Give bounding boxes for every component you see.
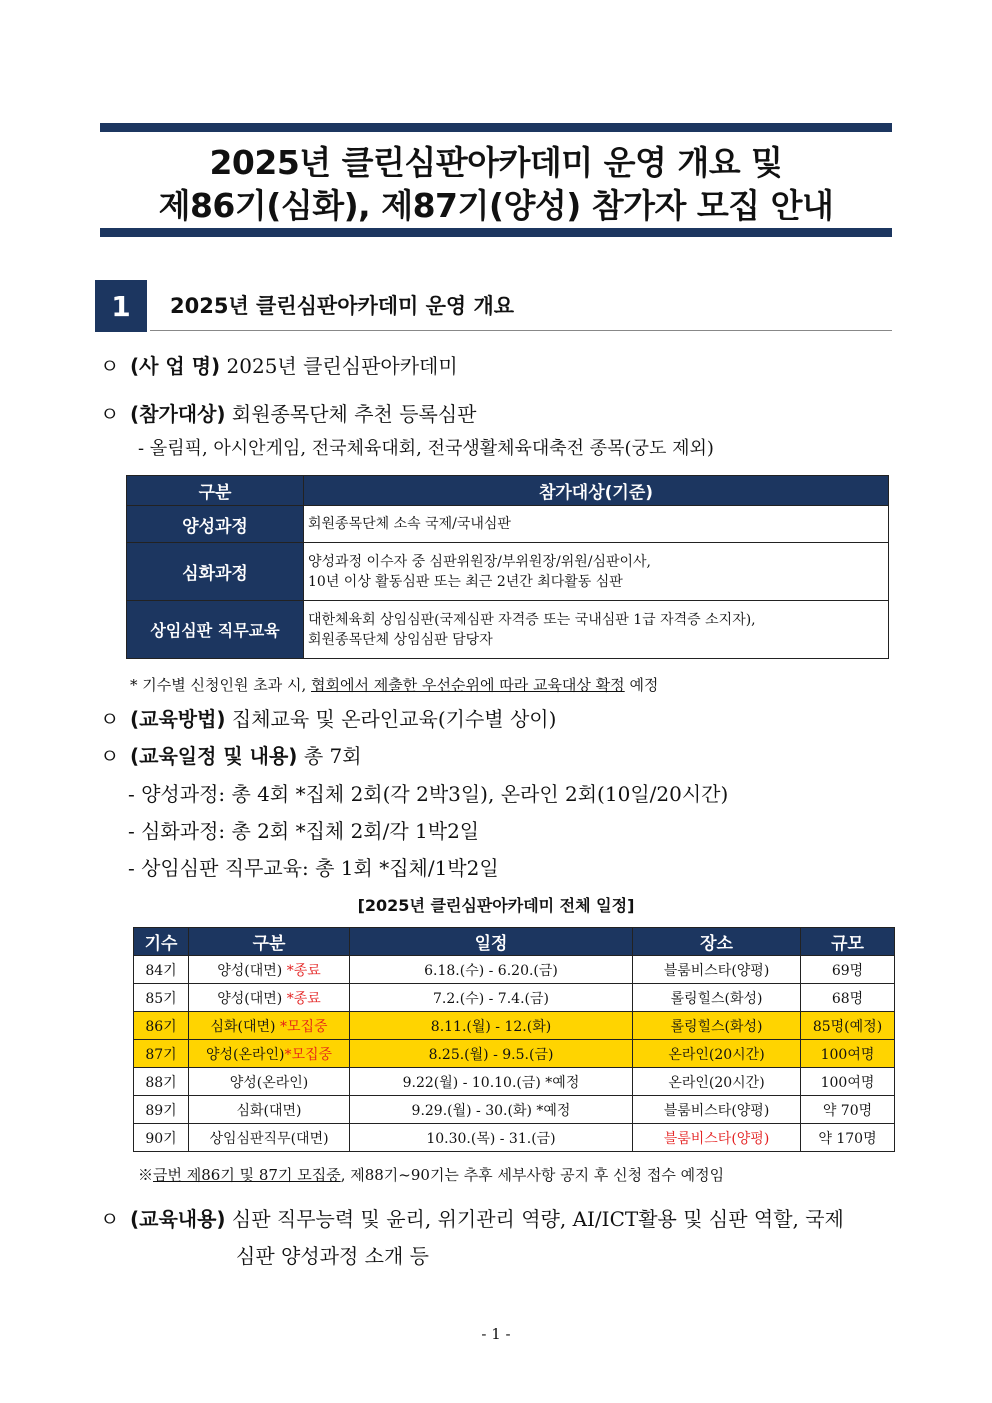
- cell-date: 6.18.(수) - 6.20.(금): [350, 956, 633, 984]
- table-row: [134, 956, 895, 984]
- cell-place: 롤링힐스(화성): [633, 984, 801, 1012]
- cell-type: 상임심판직무(대면): [189, 1124, 350, 1152]
- schedule-value: 총 7회: [303, 744, 362, 768]
- bullet-icon: ㅇ: [100, 402, 120, 426]
- row-value-line: 10년 이상 활동심판 또는 최근 2년간 최다활동 심판: [308, 573, 623, 590]
- header-cell: 규모: [801, 928, 895, 956]
- title-line-2: 제86기(심화), 제87기(양성) 참가자 모집 안내: [158, 186, 834, 225]
- content-continued: 심판 양성과정 소개 등: [236, 1244, 429, 1268]
- note-underlined: 금번 제86기 및 87기 모집중: [153, 1166, 341, 1184]
- cell-size: 68명: [801, 984, 895, 1012]
- cell-no: 88기: [134, 1068, 189, 1096]
- cell-date: 9.22(월) - 10.10.(금) *예정: [350, 1068, 633, 1096]
- cell-no: 87기: [134, 1040, 189, 1068]
- page-number: - 1 -: [481, 1325, 511, 1343]
- table-row: [127, 506, 889, 543]
- cell-date: 9.29.(월) - 30.(화) *예정: [350, 1096, 633, 1124]
- bullet-icon: ㅇ: [100, 354, 120, 378]
- schedule-label: (교육일정 및 내용): [130, 744, 298, 768]
- type-text: 양성(대면): [217, 990, 287, 1007]
- cell-type: 양성(온라인): [189, 1068, 350, 1096]
- cell-place: 롤링힐스(화성): [633, 1012, 801, 1040]
- cell-no: 84기: [134, 956, 189, 984]
- row-value-line: 회원종목단체 상임심판 담당자: [308, 631, 493, 648]
- header-cell: 구분: [189, 928, 350, 956]
- top-rule: [100, 123, 892, 132]
- table-row: [127, 601, 889, 659]
- row-value-line: 양성과정 이수자 중 심판위원장/부위원장/위원/심판이사,: [308, 553, 652, 570]
- cell-date: 8.11.(월) - 12.(화): [350, 1012, 633, 1040]
- item-content: [100, 1203, 844, 1232]
- cell-date: 10.30.(목) - 31.(금): [350, 1124, 633, 1152]
- row-name: 양성과정: [127, 506, 304, 543]
- row-name: 상임심판 직무교육: [127, 601, 304, 659]
- business-label: (사 업 명): [130, 354, 221, 378]
- row-value: [304, 543, 889, 601]
- target-sub: - 올림픽, 아시안게임, 전국체육대회, 전국생활체육대축전 종목(궁도 제외): [138, 438, 714, 459]
- table-row: [127, 543, 889, 601]
- cell-date: 8.25.(월) - 9.5.(금): [350, 1040, 633, 1068]
- table-row: [134, 1124, 895, 1152]
- item-target: [100, 398, 476, 427]
- header-cell: 기수: [134, 928, 189, 956]
- note-text: , 제88기~90기는 추후 세부사항 공지 후 신청 접수 예정임: [340, 1166, 725, 1184]
- table-header-row: [134, 928, 895, 956]
- table-header-row: [127, 476, 889, 506]
- row-value: [304, 506, 889, 543]
- note-priority: [130, 674, 658, 695]
- target-table: [126, 475, 889, 659]
- header-cell: 참가대상(기준): [304, 476, 889, 506]
- header-cell: 구분: [127, 476, 304, 506]
- schedule-caption: [2025년 클린심판아카데미 전체 일정]: [357, 896, 635, 915]
- cell-size: 약 70명: [801, 1096, 895, 1124]
- target-label: (참가대상): [130, 402, 226, 426]
- bottom-rule: [100, 228, 892, 237]
- cell-size: 약 170명: [801, 1124, 895, 1152]
- cell-place: 온라인(20시간): [633, 1068, 801, 1096]
- status-text: *종료: [286, 962, 321, 979]
- row-value: [304, 601, 889, 659]
- cell-no: 90기: [134, 1124, 189, 1152]
- cell-type: [189, 956, 350, 984]
- item-schedule: [100, 740, 362, 769]
- content-label: (교육내용): [130, 1207, 226, 1231]
- bullet-icon: ㅇ: [100, 1207, 120, 1231]
- cell-type: [189, 1012, 350, 1040]
- row-name: 심화과정: [127, 543, 304, 601]
- type-text: 심화(대면): [210, 1018, 280, 1035]
- cell-no: 85기: [134, 984, 189, 1012]
- bullet-icon: ㅇ: [100, 744, 120, 768]
- table-row: [134, 1096, 895, 1124]
- content-value: 심판 직무능력 및 윤리, 위기관리 역량, AI/ICT활용 및 심판 역할, 국제: [231, 1207, 844, 1231]
- header-cell: 일정: [350, 928, 633, 956]
- cell-size: 100여명: [801, 1068, 895, 1096]
- title-line-1: 2025년 클린심판아카데미 운영 개요 및: [209, 143, 783, 182]
- schedule-sub-2: - 심화과정: 총 2회 *집체 2회/각 1박2일: [128, 819, 480, 843]
- method-value: 집체교육 및 온라인교육(기수별 상이): [231, 707, 557, 731]
- row-value-line: 회원종목단체 소속 국제/국내심판: [308, 516, 511, 532]
- cell-place: 블룸비스타(양평): [633, 1124, 801, 1152]
- status-text: *모집중: [284, 1046, 333, 1063]
- schedule-sub-3: - 상임심판 직무교육: 총 1회 *집체/1박2일: [128, 856, 499, 880]
- item-method: [100, 703, 556, 732]
- cell-place: 온라인(20시간): [633, 1040, 801, 1068]
- cell-type: [189, 984, 350, 1012]
- item-business: [100, 350, 458, 379]
- row-value-line: 대한체육회 상임심판(국제심판 자격증 또는 국내심판 1급 자격증 소지자),: [308, 611, 756, 628]
- cell-size: 85명(예정): [801, 1012, 895, 1040]
- note-underlined: 협회에서 제출한 우선순위에 따라 교육대상 확정: [311, 676, 625, 694]
- target-value: 회원종목단체 추천 등록심판: [231, 402, 477, 426]
- type-text: 양성(온라인): [205, 1046, 285, 1063]
- cell-no: 89기: [134, 1096, 189, 1124]
- schedule-table: [133, 927, 895, 1152]
- cell-type: 심화(대면): [189, 1096, 350, 1124]
- note-text: ※: [138, 1166, 154, 1184]
- table-row-highlighted: [134, 1040, 895, 1068]
- section-title: 2025년 클린심판아카데미 운영 개요: [170, 294, 515, 318]
- table-row: [134, 1068, 895, 1096]
- header-cell: 장소: [633, 928, 801, 956]
- business-value: 2025년 클린심판아카데미: [226, 354, 458, 378]
- cell-place: 블룸비스타(양평): [633, 1096, 801, 1124]
- cell-type: [189, 1040, 350, 1068]
- type-text: 양성(대면): [217, 962, 287, 979]
- section-number: 1: [95, 280, 147, 332]
- note-recruiting: [138, 1164, 724, 1185]
- table-row: [134, 984, 895, 1012]
- section-divider: [150, 330, 892, 331]
- status-text: *모집중: [279, 1018, 328, 1035]
- cell-date: 7.2.(수) - 7.4.(금): [350, 984, 633, 1012]
- cell-place: 블룸비스타(양평): [633, 956, 801, 984]
- cell-no: 86기: [134, 1012, 189, 1040]
- cell-size: 69명: [801, 956, 895, 984]
- cell-size: 100여명: [801, 1040, 895, 1068]
- note-text: 예정: [624, 676, 659, 694]
- method-label: (교육방법): [130, 707, 226, 731]
- bullet-icon: ㅇ: [100, 707, 120, 731]
- status-text: *종료: [286, 990, 321, 1007]
- note-text: * 기수별 신청인원 초과 시,: [130, 676, 312, 694]
- table-row-highlighted: [134, 1012, 895, 1040]
- schedule-sub-1: - 양성과정: 총 4회 *집체 2회(각 2박3일), 온라인 2회(10일/20시간): [128, 782, 729, 806]
